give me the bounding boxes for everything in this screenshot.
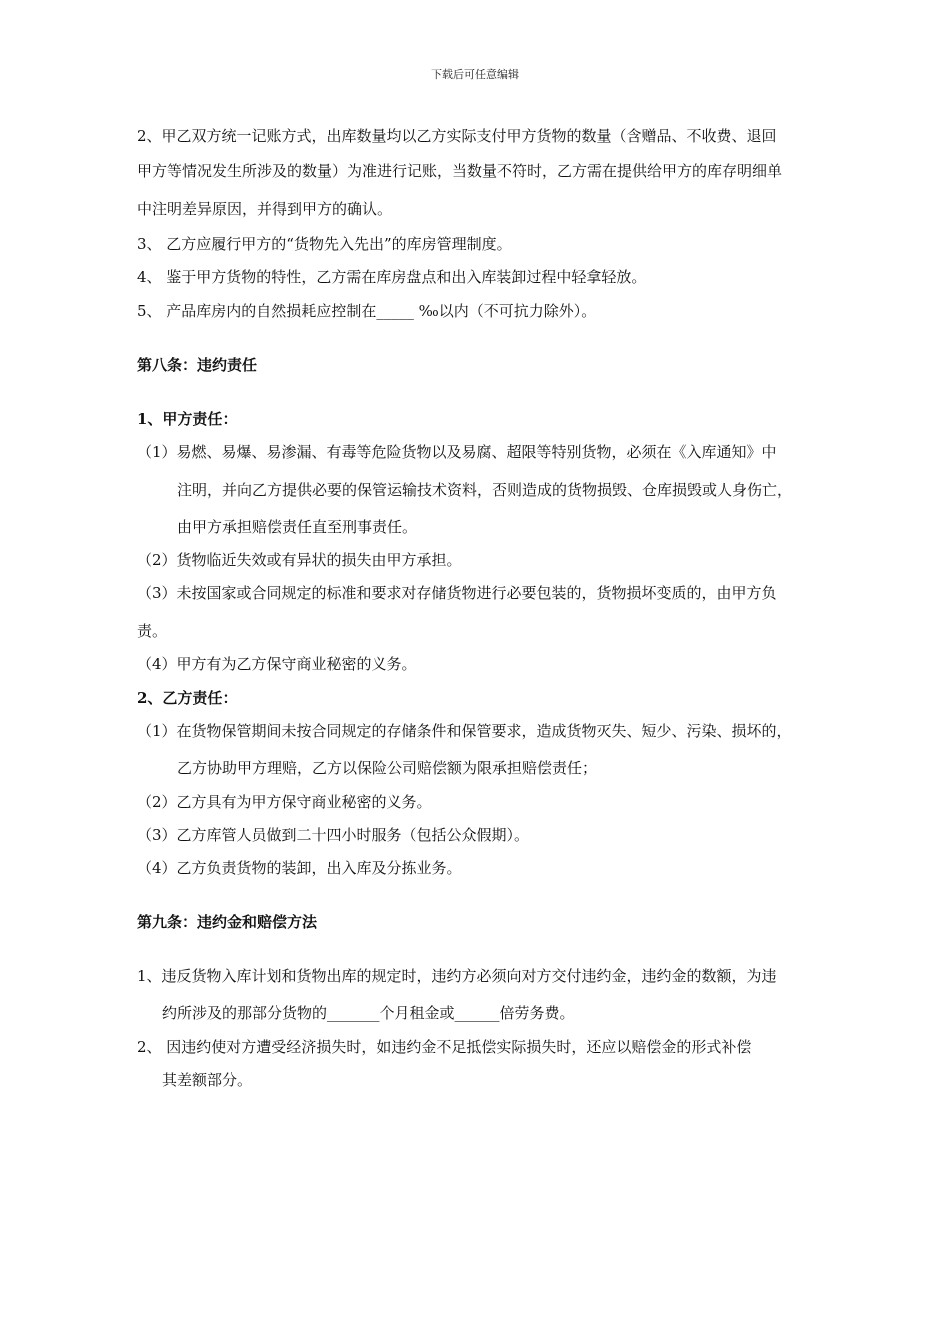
clause8-title: 第八条：违约责任 (137, 356, 258, 374)
clause9-item2-line2: 其差额部分。 (162, 1071, 253, 1089)
partyB-item2: （2）乙方具有为甲方保守商业秘密的义务。 (137, 793, 432, 811)
clause7-item2-line3: 中注明差异原因，并得到甲方的确认。 (137, 200, 393, 218)
clause9-item1-line1: 1、违反货物入库计划和货物出库的规定时，违约方必须向对方交付违约金，违约金的数额，为违 (137, 967, 777, 985)
partyB-heading: 2、乙方责任： (137, 689, 238, 707)
clause9-item2-line1: 2、 因违约使对方遭受经济损失时，如违约金不足抵偿实际损失时，还应以赔偿金的形式补偿 (137, 1038, 752, 1056)
clause9-item1-line2: 约所涉及的那部分货物的_______个月租金或______倍劳务费。 (162, 1004, 575, 1022)
partyA-item3-line2: 责。 (137, 622, 168, 640)
partyB-item1-line2: 乙方协助甲方理赔，乙方以保险公司赔偿额为限承担赔偿责任； (177, 759, 598, 777)
clause7-item5: 5、 产品库房内的自然损耗应控制在_____ ‰以内（不可抗力除外）。 (137, 302, 597, 320)
partyA-item1-line2: 注明，并向乙方提供必要的保管运输技术资料，否则造成的货物损毁、仓库损毁或人身伤亡， (177, 481, 793, 499)
clause7-item2-line2: 甲方等情况发生所涉及的数量）为准进行记账，当数量不符时，乙方需在提供给甲方的库存明细单 (137, 162, 783, 180)
clause7-item3: 3、 乙方应履行甲方的“货物先入先出”的库房管理制度。 (137, 235, 512, 253)
partyA-heading: 1、甲方责任： (137, 410, 238, 428)
clause7-item4: 4、 鉴于甲方货物的特性，乙方需在库房盘点和出入库装卸过程中轻拿轻放。 (137, 268, 647, 286)
partyB-item3: （3）乙方库管人员做到二十四小时服务（包括公众假期）。 (137, 826, 530, 844)
partyA-item3-line1: （3）未按国家或合同规定的标准和要求对存储货物进行必要包装的，货物损坏变质的，由甲方负 (137, 584, 777, 602)
clause9-title: 第九条：违约金和赔偿方法 (137, 913, 318, 931)
partyB-item1-line1: （1）在货物保管期间未按合同规定的存储条件和保管要求，造成货物灭失、短少、污染、损坏的， (137, 722, 792, 740)
partyA-item4: （4）甲方有为乙方保守商业秘密的义务。 (137, 655, 417, 673)
partyA-item2: （2）货物临近失效或有异状的损失由甲方承担。 (137, 551, 462, 569)
partyA-item1-line1: （1）易燃、易爆、易渗漏、有毒等危险货物以及易腐、超限等特别货物，必须在《入库通知》中 (137, 443, 777, 461)
partyA-item1-line3: 由甲方承担赔偿责任直至刑事责任。 (177, 518, 418, 536)
page-header: 下载后可任意编辑 (431, 68, 519, 81)
clause7-item2-line1: 2、甲乙双方统一记账方式，出库数量均以乙方实际支付甲方货物的数量（含赠品、不收费、退回 (137, 127, 777, 145)
partyB-item4: （4）乙方负责货物的装卸，出入库及分拣业务。 (137, 859, 462, 877)
